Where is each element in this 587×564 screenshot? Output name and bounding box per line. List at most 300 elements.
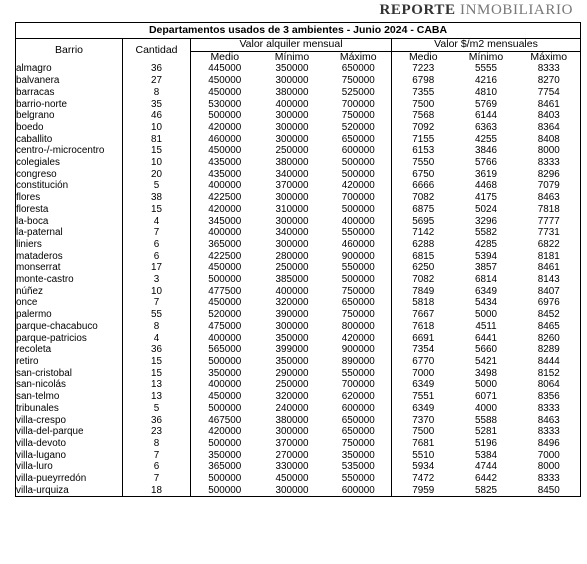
cell-alquiler-maximo: 550000 bbox=[326, 473, 392, 485]
header-m2-maximo: Máximo bbox=[518, 51, 581, 63]
cell-barrio: monserrat bbox=[16, 262, 123, 274]
cell-m2-minimo: 6144 bbox=[475, 110, 497, 122]
cell-m2-medio: 7568 bbox=[412, 110, 435, 122]
table-row bbox=[16, 110, 581, 122]
cell-m2-minimo: 4810 bbox=[475, 86, 497, 98]
cell-barrio: villa-urquiza bbox=[16, 485, 123, 497]
cell-cantidad: 8 bbox=[123, 321, 191, 333]
cell-barrio: villa-lugano bbox=[16, 450, 123, 462]
cell-barrio: once bbox=[16, 297, 123, 309]
cell-barrio: liniers bbox=[16, 239, 123, 251]
cell-m2-minimo: 4511 bbox=[475, 320, 497, 332]
cell-alquiler-medio: 422500 bbox=[208, 192, 242, 204]
cell-alquiler-maximo: 600000 bbox=[326, 485, 392, 497]
cell-alquiler-minimo: 300000 bbox=[275, 426, 309, 438]
cell-m2-medio: 6349 bbox=[412, 402, 435, 414]
cell-alquiler-medio: 500000 bbox=[208, 110, 242, 122]
cell-alquiler-maximo: 750000 bbox=[326, 75, 392, 87]
cell-cantidad: 4 bbox=[123, 216, 191, 228]
cell-m2-maximo: 7754 bbox=[518, 87, 581, 99]
cell-cantidad: 6 bbox=[123, 251, 191, 263]
cell-alquiler-maximo: 420000 bbox=[326, 180, 392, 192]
cell-m2-minimo: 6349 bbox=[475, 285, 497, 297]
table-row bbox=[16, 438, 581, 450]
cell-alquiler-minimo: 300000 bbox=[275, 121, 309, 133]
cell-barrio: villa-devoto bbox=[16, 438, 123, 450]
cell-m2-minimo: 6814 bbox=[475, 274, 497, 286]
cell-barrio: colegiales bbox=[16, 157, 123, 169]
header-alquiler-maximo: Máximo bbox=[326, 51, 392, 63]
report-brand bbox=[379, 2, 573, 19]
cell-m2-minimo: 5384 bbox=[475, 449, 497, 461]
cell-cantidad: 13 bbox=[123, 391, 191, 403]
cell-alquiler-minimo: 270000 bbox=[275, 449, 309, 461]
table-row bbox=[16, 262, 581, 274]
cell-m2-maximo: 8408 bbox=[518, 134, 581, 146]
cell-m2-minimo: 4216 bbox=[475, 75, 497, 87]
cell-barrio: recoleta bbox=[16, 344, 123, 356]
cell-m2-maximo: 7731 bbox=[518, 227, 581, 239]
cell-m2-maximo: 8152 bbox=[518, 368, 581, 380]
cell-alquiler-medio: 400000 bbox=[208, 180, 242, 192]
header-m2-minimo: Mínimo bbox=[455, 51, 518, 63]
cell-alquiler-minimo: 300000 bbox=[275, 110, 309, 122]
table-row bbox=[16, 415, 581, 427]
cell-m2-medio: 6798 bbox=[412, 75, 435, 87]
cell-m2-minimo: 4000 bbox=[475, 402, 497, 414]
cell-alquiler-medio: 350000 bbox=[208, 367, 242, 379]
table-row bbox=[16, 134, 581, 146]
cell-cantidad: 7 bbox=[123, 227, 191, 239]
table-row bbox=[16, 473, 581, 485]
cell-alquiler-minimo: 350000 bbox=[275, 355, 309, 367]
table-title: Departamentos usados de 3 ambientes - Junio 2024 - CABA bbox=[16, 23, 581, 39]
cell-alquiler-minimo: 380000 bbox=[275, 157, 309, 169]
cell-barrio: villa-pueyrredón bbox=[16, 473, 123, 485]
cell-alquiler-minimo: 380000 bbox=[275, 414, 309, 426]
cell-alquiler-maximo: 750000 bbox=[326, 110, 392, 122]
cell-barrio: constitución bbox=[16, 180, 123, 192]
table-row bbox=[16, 356, 581, 368]
cell-m2-minimo: 4255 bbox=[475, 133, 497, 145]
cell-m2-maximo: 8000 bbox=[518, 461, 581, 473]
cell-barrio: congreso bbox=[16, 169, 123, 181]
cell-barrio: belgrano bbox=[16, 110, 123, 122]
cell-cantidad: 8 bbox=[123, 87, 191, 99]
cell-m2-maximo: 8356 bbox=[518, 391, 581, 403]
cell-m2-minimo: 5766 bbox=[475, 157, 497, 169]
cell-m2-minimo: 6442 bbox=[475, 473, 497, 485]
cell-m2-medio: 6250 bbox=[412, 262, 435, 274]
cell-alquiler-maximo: 550000 bbox=[326, 262, 392, 274]
cell-m2-medio: 7472 bbox=[412, 473, 435, 485]
table-row bbox=[16, 227, 581, 239]
cell-alquiler-medio: 500000 bbox=[208, 437, 242, 449]
cell-alquiler-minimo: 330000 bbox=[275, 461, 309, 473]
cell-barrio: balvanera bbox=[16, 75, 123, 87]
cell-alquiler-maximo: 350000 bbox=[326, 450, 392, 462]
cell-alquiler-maximo: 650000 bbox=[326, 426, 392, 438]
cell-m2-medio: 6666 bbox=[412, 180, 435, 192]
cell-m2-medio: 7354 bbox=[412, 344, 435, 356]
cell-m2-maximo: 8461 bbox=[518, 99, 581, 111]
cell-m2-maximo: 6822 bbox=[518, 239, 581, 251]
cell-m2-minimo: 5024 bbox=[475, 203, 497, 215]
cell-alquiler-minimo: 300000 bbox=[275, 238, 309, 250]
cell-m2-medio: 5695 bbox=[412, 215, 435, 227]
cell-cantidad: 10 bbox=[123, 122, 191, 134]
cell-alquiler-medio: 475000 bbox=[208, 320, 242, 332]
cell-m2-medio: 7142 bbox=[412, 227, 435, 239]
cell-barrio: san-cristobal bbox=[16, 368, 123, 380]
cell-m2-medio: 7082 bbox=[412, 274, 435, 286]
table-row bbox=[16, 157, 581, 169]
header-m2-medio: Medio bbox=[392, 51, 455, 63]
cell-m2-medio: 7681 bbox=[412, 437, 435, 449]
cell-barrio: barrio-norte bbox=[16, 99, 123, 111]
cell-cantidad: 15 bbox=[123, 356, 191, 368]
cell-m2-medio: 7355 bbox=[412, 86, 435, 98]
cell-alquiler-medio: 400000 bbox=[208, 379, 242, 391]
cell-m2-maximo: 8461 bbox=[518, 262, 581, 274]
cell-cantidad: 20 bbox=[123, 169, 191, 181]
table-row bbox=[16, 145, 581, 157]
header-group-alquiler: Valor alquiler mensual bbox=[191, 39, 392, 52]
cell-alquiler-medio: 450000 bbox=[208, 391, 242, 403]
cell-alquiler-maximo: 460000 bbox=[326, 239, 392, 251]
cell-cantidad: 10 bbox=[123, 286, 191, 298]
cell-alquiler-medio: 420000 bbox=[208, 203, 242, 215]
cell-m2-maximo: 8463 bbox=[518, 192, 581, 204]
cell-cantidad: 4 bbox=[123, 333, 191, 345]
cell-alquiler-medio: 435000 bbox=[208, 157, 242, 169]
cell-cantidad: 8 bbox=[123, 438, 191, 450]
cell-m2-minimo: 6363 bbox=[475, 121, 497, 133]
table-row bbox=[16, 286, 581, 298]
cell-m2-maximo: 8333 bbox=[518, 426, 581, 438]
table-row bbox=[16, 75, 581, 87]
cell-barrio: mataderos bbox=[16, 251, 123, 263]
cell-m2-medio: 6153 bbox=[412, 145, 435, 157]
cell-alquiler-maximo: 900000 bbox=[326, 251, 392, 263]
cell-alquiler-maximo: 420000 bbox=[326, 333, 392, 345]
cell-alquiler-maximo: 535000 bbox=[326, 461, 392, 473]
cell-alquiler-minimo: 320000 bbox=[275, 297, 309, 309]
cell-barrio: monte-castro bbox=[16, 274, 123, 286]
cell-cantidad: 5 bbox=[123, 403, 191, 415]
cell-m2-maximo: 8450 bbox=[518, 485, 581, 497]
cell-barrio: boedo bbox=[16, 122, 123, 134]
table-row bbox=[16, 333, 581, 345]
cell-alquiler-medio: 420000 bbox=[208, 426, 242, 438]
cell-barrio: parque-patricios bbox=[16, 333, 123, 345]
cell-alquiler-medio: 530000 bbox=[208, 98, 242, 110]
header-alquiler-medio: Medio bbox=[191, 51, 259, 63]
cell-alquiler-medio: 365000 bbox=[208, 238, 242, 250]
cell-m2-minimo: 6071 bbox=[475, 391, 497, 403]
cell-barrio: tribunales bbox=[16, 403, 123, 415]
cell-m2-maximo: 8463 bbox=[518, 415, 581, 427]
header-cantidad: Cantidad bbox=[123, 39, 191, 64]
cell-m2-medio: 7155 bbox=[412, 133, 435, 145]
cell-m2-medio: 7092 bbox=[412, 121, 435, 133]
cell-m2-maximo: 8333 bbox=[518, 473, 581, 485]
cell-cantidad: 15 bbox=[123, 145, 191, 157]
cell-m2-minimo: 3619 bbox=[475, 168, 497, 180]
cell-m2-medio: 7667 bbox=[412, 309, 435, 321]
cell-barrio: caballito bbox=[16, 134, 123, 146]
cell-alquiler-maximo: 550000 bbox=[326, 227, 392, 239]
cell-barrio: la-paternal bbox=[16, 227, 123, 239]
cell-alquiler-minimo: 280000 bbox=[275, 250, 309, 262]
cell-m2-minimo: 3498 bbox=[475, 367, 497, 379]
cell-m2-medio: 6288 bbox=[412, 238, 435, 250]
cell-m2-maximo: 8465 bbox=[518, 321, 581, 333]
table-row bbox=[16, 274, 581, 286]
table-body bbox=[16, 63, 581, 497]
table-row bbox=[16, 485, 581, 497]
table-row bbox=[16, 403, 581, 415]
table-row bbox=[16, 180, 581, 192]
cell-alquiler-medio: 520000 bbox=[208, 309, 242, 321]
cell-m2-maximo: 8289 bbox=[518, 344, 581, 356]
cell-barrio: núñez bbox=[16, 286, 123, 298]
cell-alquiler-minimo: 370000 bbox=[275, 180, 309, 192]
cell-m2-minimo: 5000 bbox=[475, 379, 497, 391]
cell-alquiler-maximo: 500000 bbox=[326, 169, 392, 181]
cell-m2-medio: 7959 bbox=[392, 485, 455, 497]
cell-m2-minimo: 4285 bbox=[475, 238, 497, 250]
cell-alquiler-minimo: 250000 bbox=[275, 145, 309, 157]
cell-m2-medio: 7223 bbox=[412, 63, 435, 75]
cell-cantidad: 18 bbox=[123, 485, 191, 497]
cell-alquiler-medio: 500000 bbox=[208, 355, 242, 367]
brand-bold: REPORTE bbox=[379, 2, 456, 18]
cell-alquiler-maximo: 400000 bbox=[326, 216, 392, 228]
table-row bbox=[16, 297, 581, 309]
header-group-m2: Valor $/m2 mensuales bbox=[392, 39, 581, 52]
cell-alquiler-minimo: 385000 bbox=[275, 274, 309, 286]
cell-alquiler-medio: 345000 bbox=[208, 215, 242, 227]
cell-m2-minimo: 5196 bbox=[475, 437, 497, 449]
cell-alquiler-minimo: 290000 bbox=[275, 367, 309, 379]
cell-alquiler-maximo: 500000 bbox=[326, 157, 392, 169]
cell-m2-maximo: 7079 bbox=[518, 180, 581, 192]
cell-m2-minimo: 5281 bbox=[475, 426, 497, 438]
cell-alquiler-minimo: 240000 bbox=[275, 402, 309, 414]
table-row bbox=[16, 344, 581, 356]
cell-alquiler-medio: 450000 bbox=[208, 262, 242, 274]
cell-cantidad: 15 bbox=[123, 368, 191, 380]
cell-alquiler-minimo: 350000 bbox=[275, 332, 309, 344]
cell-alquiler-medio: 400000 bbox=[208, 332, 242, 344]
cell-barrio: barracas bbox=[16, 87, 123, 99]
cell-cantidad: 35 bbox=[123, 99, 191, 111]
cell-m2-medio: 7849 bbox=[412, 285, 435, 297]
cell-m2-minimo: 4175 bbox=[475, 192, 497, 204]
cell-m2-maximo: 8270 bbox=[518, 75, 581, 87]
cell-alquiler-maximo: 650000 bbox=[326, 63, 392, 75]
cell-barrio: almagro bbox=[16, 63, 123, 75]
cell-alquiler-medio: 422500 bbox=[208, 250, 242, 262]
cell-barrio: la-boca bbox=[16, 216, 123, 228]
cell-alquiler-medio: 500000 bbox=[208, 274, 242, 286]
cell-cantidad: 17 bbox=[123, 262, 191, 274]
table-row bbox=[16, 426, 581, 438]
cell-m2-minimo: 4744 bbox=[475, 461, 497, 473]
cell-m2-maximo: 8403 bbox=[518, 110, 581, 122]
cell-alquiler-maximo: 525000 bbox=[326, 87, 392, 99]
cell-m2-medio: 6815 bbox=[412, 250, 435, 262]
table-row bbox=[16, 99, 581, 111]
cell-m2-medio: 7500 bbox=[412, 426, 435, 438]
cell-alquiler-maximo: 890000 bbox=[326, 356, 392, 368]
cell-m2-maximo: 8143 bbox=[518, 274, 581, 286]
cell-m2-maximo: 8452 bbox=[518, 309, 581, 321]
cell-alquiler-maximo: 600000 bbox=[326, 145, 392, 157]
cell-alquiler-maximo: 700000 bbox=[326, 192, 392, 204]
cell-barrio: floresta bbox=[16, 204, 123, 216]
cell-alquiler-maximo: 700000 bbox=[326, 99, 392, 111]
cell-m2-maximo: 8444 bbox=[518, 356, 581, 368]
cell-m2-minimo: 4468 bbox=[475, 180, 497, 192]
cell-m2-maximo: 8181 bbox=[518, 251, 581, 263]
table-row bbox=[16, 204, 581, 216]
cell-m2-medio: 6349 bbox=[412, 379, 435, 391]
cell-cantidad: 5 bbox=[123, 180, 191, 192]
table-row bbox=[16, 239, 581, 251]
cell-m2-minimo: 5434 bbox=[475, 297, 497, 309]
cell-m2-minimo: 3846 bbox=[475, 145, 497, 157]
cell-alquiler-maximo: 750000 bbox=[326, 438, 392, 450]
cell-alquiler-maximo: 620000 bbox=[326, 391, 392, 403]
cell-m2-medio: 6875 bbox=[412, 203, 435, 215]
table-row bbox=[16, 169, 581, 181]
cell-alquiler-minimo: 340000 bbox=[275, 227, 309, 239]
cell-cantidad: 55 bbox=[123, 309, 191, 321]
cell-m2-maximo: 8407 bbox=[518, 286, 581, 298]
cell-cantidad: 7 bbox=[123, 297, 191, 309]
cell-alquiler-minimo: 390000 bbox=[275, 309, 309, 321]
cell-alquiler-minimo: 340000 bbox=[275, 168, 309, 180]
cell-m2-maximo: 7777 bbox=[518, 216, 581, 228]
rental-table bbox=[15, 22, 581, 497]
table-row bbox=[16, 63, 581, 75]
cell-cantidad: 23 bbox=[123, 426, 191, 438]
cell-m2-maximo: 8333 bbox=[518, 63, 581, 75]
cell-m2-medio: 5510 bbox=[412, 449, 435, 461]
cell-barrio: villa-luro bbox=[16, 461, 123, 473]
table-row bbox=[16, 368, 581, 380]
cell-m2-maximo: 8296 bbox=[518, 169, 581, 181]
cell-alquiler-maximo: 550000 bbox=[326, 368, 392, 380]
cell-cantidad: 81 bbox=[123, 134, 191, 146]
cell-m2-maximo: 6976 bbox=[518, 297, 581, 309]
cell-m2-maximo: 8260 bbox=[518, 333, 581, 345]
cell-m2-minimo: 3296 bbox=[475, 215, 497, 227]
cell-cantidad: 7 bbox=[123, 473, 191, 485]
cell-m2-minimo: 5769 bbox=[475, 98, 497, 110]
table-row bbox=[16, 391, 581, 403]
cell-alquiler-medio: 420000 bbox=[208, 121, 242, 133]
cell-alquiler-maximo: 500000 bbox=[326, 204, 392, 216]
cell-cantidad: 36 bbox=[123, 63, 191, 75]
cell-m2-medio: 7551 bbox=[412, 391, 435, 403]
cell-alquiler-minimo: 300000 bbox=[275, 320, 309, 332]
cell-cantidad: 10 bbox=[123, 157, 191, 169]
cell-barrio: san-telmo bbox=[16, 391, 123, 403]
cell-m2-minimo: 5394 bbox=[475, 250, 497, 262]
cell-m2-minimo: 6441 bbox=[475, 332, 497, 344]
cell-m2-minimo: 3857 bbox=[475, 262, 497, 274]
cell-alquiler-maximo: 650000 bbox=[326, 134, 392, 146]
table-row bbox=[16, 192, 581, 204]
cell-m2-minimo: 5588 bbox=[475, 414, 497, 426]
table-row bbox=[16, 87, 581, 99]
cell-cantidad: 3 bbox=[123, 274, 191, 286]
cell-alquiler-minimo: 350000 bbox=[275, 63, 309, 75]
cell-alquiler-medio: 500000 bbox=[191, 485, 259, 497]
cell-alquiler-maximo: 700000 bbox=[326, 379, 392, 391]
cell-m2-minimo: 5825 bbox=[455, 485, 518, 497]
cell-alquiler-maximo: 600000 bbox=[326, 403, 392, 415]
cell-barrio: san-nicolás bbox=[16, 379, 123, 391]
cell-alquiler-medio: 450000 bbox=[208, 145, 242, 157]
cell-m2-medio: 7618 bbox=[412, 320, 435, 332]
cell-barrio: retiro bbox=[16, 356, 123, 368]
cell-m2-maximo: 8364 bbox=[518, 122, 581, 134]
table-row bbox=[16, 450, 581, 462]
cell-alquiler-medio: 450000 bbox=[208, 86, 242, 98]
cell-alquiler-medio: 435000 bbox=[208, 168, 242, 180]
cell-cantidad: 38 bbox=[123, 192, 191, 204]
cell-m2-minimo: 5660 bbox=[475, 344, 497, 356]
brand-light: INMOBILIARIO bbox=[455, 2, 573, 18]
cell-m2-medio: 5818 bbox=[412, 297, 435, 309]
cell-m2-maximo: 8000 bbox=[518, 145, 581, 157]
cell-alquiler-minimo: 400000 bbox=[275, 98, 309, 110]
cell-alquiler-minimo: 310000 bbox=[275, 203, 309, 215]
header-alquiler-minimo: Mínimo bbox=[259, 51, 326, 63]
cell-alquiler-medio: 565000 bbox=[208, 344, 242, 356]
cell-alquiler-minimo: 300000 bbox=[275, 215, 309, 227]
cell-m2-medio: 5934 bbox=[412, 461, 435, 473]
cell-alquiler-maximo: 650000 bbox=[326, 297, 392, 309]
cell-alquiler-minimo: 250000 bbox=[275, 379, 309, 391]
cell-alquiler-medio: 365000 bbox=[208, 461, 242, 473]
cell-alquiler-minimo: 300000 bbox=[275, 192, 309, 204]
cell-alquiler-medio: 500000 bbox=[208, 473, 242, 485]
cell-m2-minimo: 5555 bbox=[475, 63, 497, 75]
cell-alquiler-minimo: 400000 bbox=[275, 285, 309, 297]
cell-barrio: parque-chacabuco bbox=[16, 321, 123, 333]
cell-cantidad: 46 bbox=[123, 110, 191, 122]
table-row bbox=[16, 122, 581, 134]
table-row bbox=[16, 321, 581, 333]
cell-m2-medio: 7000 bbox=[412, 367, 435, 379]
cell-cantidad: 6 bbox=[123, 461, 191, 473]
cell-cantidad: 7 bbox=[123, 450, 191, 462]
cell-cantidad: 27 bbox=[123, 75, 191, 87]
cell-m2-medio: 6770 bbox=[412, 355, 435, 367]
cell-alquiler-maximo: 650000 bbox=[326, 415, 392, 427]
cell-m2-maximo: 8333 bbox=[518, 403, 581, 415]
cell-m2-maximo: 7000 bbox=[518, 450, 581, 462]
cell-m2-maximo: 7818 bbox=[518, 204, 581, 216]
cell-cantidad: 13 bbox=[123, 379, 191, 391]
cell-barrio: flores bbox=[16, 192, 123, 204]
cell-alquiler-medio: 477500 bbox=[208, 285, 242, 297]
